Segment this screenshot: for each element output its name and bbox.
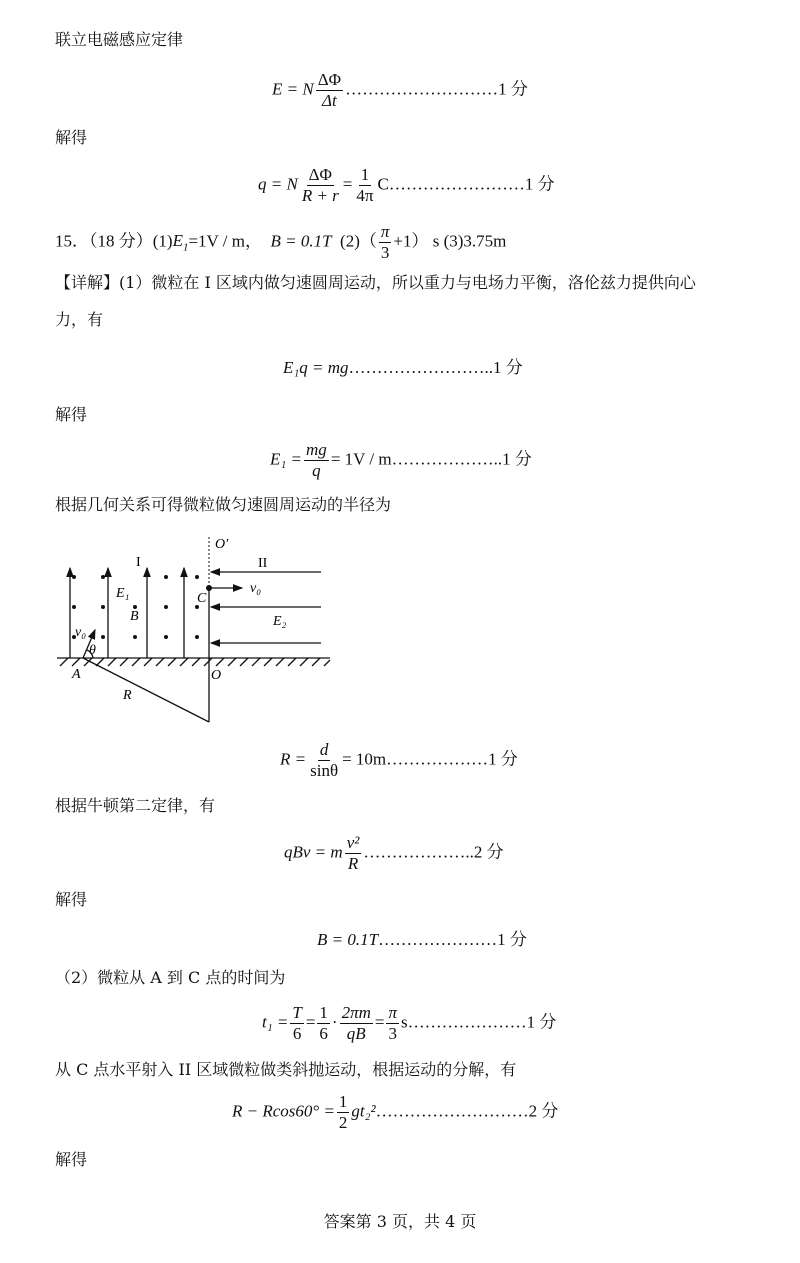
label-r: R (123, 688, 132, 703)
eq-den: 6 (319, 1024, 328, 1043)
q15-e1-symbol: $E_1$ (172, 231, 189, 254)
equation-projectile (232, 1092, 558, 1133)
eq-score: 2 分 (473, 842, 504, 862)
eq-score: 1 分 (488, 749, 518, 769)
label-e2: E₂ (273, 614, 287, 629)
eq-unit: s (401, 1012, 408, 1032)
page-footer: 答案第 3 页，共 4 页 (323, 1212, 477, 1231)
eq-lhs: q = N (258, 174, 298, 194)
magnetic-field-dots (72, 575, 212, 639)
eq-dots: ……………………… (375, 1101, 529, 1121)
eq-num: π (388, 1003, 398, 1022)
eq-score: 1 分 (493, 358, 523, 377)
eq-rhs: = 1V / m (330, 449, 392, 469)
q15-rest: +1） s (3)3.75m (393, 231, 507, 251)
eq-equals: = (342, 174, 353, 194)
text-line: 解得 (55, 890, 88, 909)
q15-b: B = 0.1T (270, 231, 332, 251)
eq-num: mg (306, 440, 327, 459)
eq-den: 2 (338, 1113, 348, 1132)
eq-num: v² (346, 833, 360, 852)
eq-den: R (347, 854, 359, 873)
eq-den: sinθ (310, 761, 339, 780)
q15-pi: π (380, 222, 390, 241)
text-line: 解得 (55, 1150, 88, 1169)
eq-text: E₁q = mg (283, 358, 349, 377)
ground-hatching (60, 658, 330, 666)
radius-line (83, 658, 209, 722)
text-line: 解得 (55, 405, 88, 424)
eq-dots: …………………….. (348, 358, 494, 377)
label-theta: θ (89, 643, 96, 658)
eq-num: 1 (360, 165, 370, 184)
eq-num: ΔΦ (317, 70, 342, 89)
eq-num: 1 (319, 1003, 328, 1022)
eq-num: 2πm (341, 1003, 371, 1022)
eq-den: q (312, 461, 321, 480)
eq-lhs: qBv = m (284, 842, 343, 862)
eq-lhs: R − Rcos60° = (232, 1101, 335, 1121)
text-line: 从 C 点水平射入 II 区域微粒做类斜抛运动，根据运动的分解，有 (55, 1060, 517, 1079)
label-v0-a: v₀ (75, 625, 87, 640)
equation-radius (280, 740, 518, 781)
eq-score: 2 分 (528, 1101, 559, 1121)
eq-den: R + r (301, 186, 339, 205)
text-line: 【详解】(1）微粒在 I 区域内做匀速圆周运动，所以重力与电场力平衡，洛伦兹力提供向心 (55, 273, 696, 292)
q15-e1: =1V / m， (188, 231, 262, 251)
equation-newton (284, 833, 504, 874)
eq-dots: ………………… (378, 930, 498, 949)
label-b: B (130, 609, 139, 624)
q15-prefix: 15．（18 分）(1) (55, 231, 173, 251)
eq-dots: …………………… (388, 174, 525, 194)
label-o-prime: O′ (215, 537, 229, 552)
eq-dots: ………………… (407, 1012, 527, 1032)
label-v0-c: v₀ (250, 581, 262, 596)
eq-lhs: t₁ = (262, 1012, 289, 1032)
eq-den: 6 (292, 1024, 302, 1043)
eq-den: 4π (356, 186, 374, 205)
eq-lhs: R = (280, 749, 307, 769)
eq-score: 1 分 (526, 1012, 557, 1032)
eq-num: T (292, 1003, 302, 1022)
eq-score: 1 分 (498, 79, 528, 99)
q15-3: 3 (380, 243, 390, 262)
eq-dots: ……………… (386, 749, 489, 769)
label-a: A (72, 667, 81, 682)
eq-score: 1 分 (524, 174, 555, 194)
q15-2: (2)（ (340, 231, 377, 251)
eq-unit: C (377, 174, 389, 194)
text-line: 根据几何关系可得微粒做匀速圆周运动的半径为 (55, 495, 392, 514)
text-line: 联立电磁感应定律 (55, 30, 184, 49)
eq-num: 1 (338, 1092, 348, 1111)
eq-score: 1 分 (497, 930, 527, 949)
text-line: （2）微粒从 A 到 C 点的时间为 (55, 968, 286, 987)
eq-score: 1 分 (502, 449, 532, 469)
eq-den: Δt (322, 91, 337, 110)
text-line: 力，有 (55, 310, 104, 329)
equation-b (317, 930, 527, 950)
eq-lhs: E₁ = (270, 449, 303, 469)
equation-time: t₁ = $\frac{T}{6}$ = $\frac{1}{6}$ · $\frac{2\pi m}{qB}$ = $\frac{\pi}{3}$ s…………………1 分 (262, 1003, 557, 1043)
eq-num: ΔΦ (308, 165, 332, 184)
text-line: 根据牛顿第二定律，有 (55, 796, 216, 815)
label-e1: E₁ (116, 586, 130, 601)
eq-num: d (319, 740, 329, 759)
eq-rhs: gt₂² (351, 1101, 376, 1121)
label-c: C (197, 591, 207, 606)
label-o: O (211, 668, 222, 683)
eq-lhs: E = N (272, 79, 314, 99)
eq-den: 3 (388, 1024, 397, 1043)
eq-dots: ……………………… (345, 79, 499, 99)
eq-dots: ……………….. (363, 842, 474, 862)
eq-rhs: = 10m (342, 749, 387, 769)
eq-den: qB (346, 1024, 366, 1043)
eq-dots: ……………….. (391, 449, 503, 469)
label-region-2: II (258, 556, 268, 571)
label-region-1: I (136, 555, 141, 570)
text-line: 解得 (55, 128, 88, 147)
eq-text: B = 0.1T (317, 930, 379, 949)
